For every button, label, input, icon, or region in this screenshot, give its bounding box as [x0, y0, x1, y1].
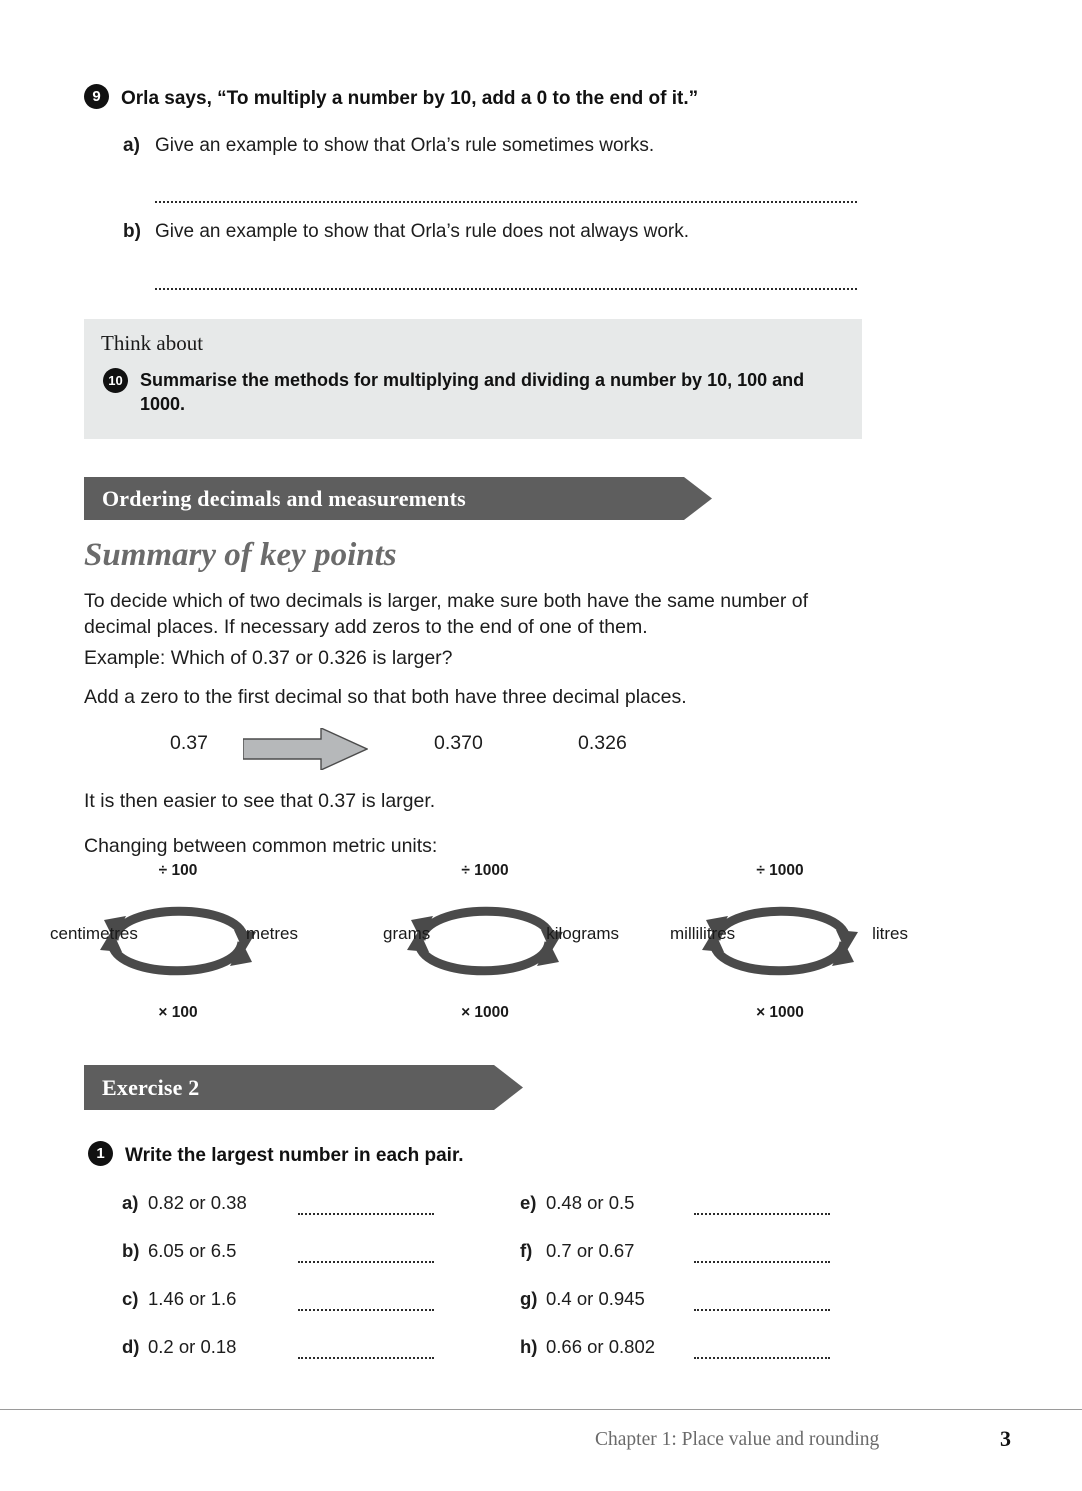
answer-line[interactable] [694, 1306, 830, 1311]
answer-line[interactable] [694, 1210, 830, 1215]
item-letter: e) [520, 1192, 537, 1213]
item-pair: 1.46 or 1.6 [148, 1288, 237, 1309]
item-pair: 0.2 or 0.18 [148, 1336, 237, 1357]
item-letter: b) [122, 1240, 140, 1261]
list-item [122, 1192, 247, 1214]
cycle-left-unit: grams [383, 924, 431, 943]
answer-line[interactable] [298, 1306, 434, 1311]
decimal-before: 0.37 [170, 732, 208, 754]
cycle-bottom-operation: × 1000 [756, 1004, 804, 1021]
decimal-demo-row [0, 728, 1082, 768]
answer-line[interactable] [298, 1210, 434, 1215]
list-item [520, 1240, 634, 1262]
answer-line[interactable] [298, 1258, 434, 1263]
answer-line-b[interactable] [155, 285, 857, 290]
footer-page-number: 3 [1000, 1426, 1011, 1451]
cycle-left-unit: millilitres [670, 924, 736, 943]
question-9-part-b [123, 219, 943, 244]
think-about-title: Think about [101, 331, 204, 355]
summary-paragraph-3: Add a zero to the first decimal so that both have three decimal places. [84, 686, 687, 708]
summary-heading: Summary of key points [84, 537, 397, 573]
list-item [520, 1288, 645, 1310]
item-letter: c) [122, 1288, 139, 1309]
answer-line-a[interactable] [155, 198, 857, 203]
question-9-stem: Orla says, “To multiply a number by 10, add a 0 to the end of it.” [121, 88, 699, 109]
decimal-after-1: 0.370 [434, 732, 483, 754]
paragraph-after-demo: It is then easier to see that 0.37 is larger. [84, 790, 436, 812]
item-pair: 0.48 or 0.5 [546, 1192, 635, 1213]
part-b-text: Give an example to show that Orla’s rule does not always work. [155, 221, 690, 242]
exercise-instruction [125, 1141, 464, 1168]
footer-chapter-label: Chapter 1: Place value and rounding [595, 1429, 880, 1450]
part-a-letter: a) [123, 135, 140, 156]
item-pair: 0.66 or 0.802 [546, 1336, 656, 1357]
cycle-right-unit: kilograms [546, 924, 619, 943]
item-pair: 0.82 or 0.38 [148, 1192, 247, 1213]
section-banner-tip [684, 477, 712, 520]
item-pair: 0.4 or 0.945 [546, 1288, 645, 1309]
exercise-banner-tip [494, 1065, 523, 1110]
list-item [122, 1240, 236, 1262]
instruction-bold: largest [211, 1145, 274, 1166]
summary-paragraph-1: To decide which of two decimals is larger, make sure both have the same number of decimal places. If necessary add zeros to the end of one of them. [84, 590, 809, 638]
item-letter: h) [520, 1336, 538, 1357]
footer-divider [0, 1409, 1082, 1410]
think-about-text: Summarise the methods for multiplying and dividing a number by 10, 100 and 1000. [140, 370, 805, 414]
question-9-stem-row [84, 84, 984, 111]
cycle-left-unit: centimetres [50, 924, 138, 943]
cycle-top-operation: ÷ 100 [158, 862, 198, 879]
instruction-post: number in each pair. [273, 1145, 464, 1166]
exercise-banner [84, 1065, 494, 1110]
block-arrow-right-icon [243, 728, 368, 770]
answer-line[interactable] [298, 1354, 434, 1359]
cycle-bottom-operation: × 1000 [461, 1004, 509, 1021]
think-about-number-badge: 10 [103, 368, 128, 393]
list-item [520, 1336, 655, 1358]
section-banner [84, 477, 684, 520]
item-letter: f) [520, 1240, 533, 1261]
item-pair: 6.05 or 6.5 [148, 1240, 237, 1261]
section-banner-label: Ordering decimals and measurements [102, 485, 466, 511]
cycle-bottom-operation: × 100 [158, 1004, 198, 1021]
cycle-right-unit: litres [872, 924, 908, 943]
cycle-top-operation: ÷ 1000 [756, 862, 804, 879]
item-pair: 0.7 or 0.67 [546, 1240, 635, 1261]
part-a-text: Give an example to show that Orla’s rule sometimes works. [155, 135, 655, 156]
part-b-letter: b) [123, 221, 141, 242]
exercise-question-1 [88, 1141, 888, 1168]
decimal-after-2: 0.326 [578, 732, 627, 754]
cycle-top-operation: ÷ 1000 [461, 862, 509, 879]
metric-cycle-mass [355, 862, 619, 1022]
think-about-box [84, 319, 862, 439]
exercise-banner-label: Exercise 2 [102, 1074, 200, 1100]
list-item [122, 1336, 236, 1358]
exercise-question-number-badge: 1 [88, 1141, 113, 1166]
cycle-right-unit: metres [246, 924, 298, 943]
item-letter: g) [520, 1288, 538, 1309]
list-item [122, 1288, 236, 1310]
item-letter: a) [122, 1192, 139, 1213]
think-about-question [103, 368, 833, 416]
metric-cycle-capacity [650, 862, 910, 1022]
metric-cycle-length [48, 862, 308, 1022]
metric-intro-text: Changing between common metric units: [84, 835, 438, 857]
question-number-badge: 9 [84, 84, 109, 109]
answer-line[interactable] [694, 1354, 830, 1359]
question-9 [84, 84, 984, 111]
instruction-pre: Write the [125, 1145, 212, 1166]
list-item [520, 1192, 634, 1214]
question-9-part-a [123, 133, 943, 158]
item-letter: d) [122, 1336, 140, 1357]
summary-paragraph-2: Example: Which of 0.37 or 0.326 is larger? [84, 647, 453, 669]
answer-line[interactable] [694, 1258, 830, 1263]
